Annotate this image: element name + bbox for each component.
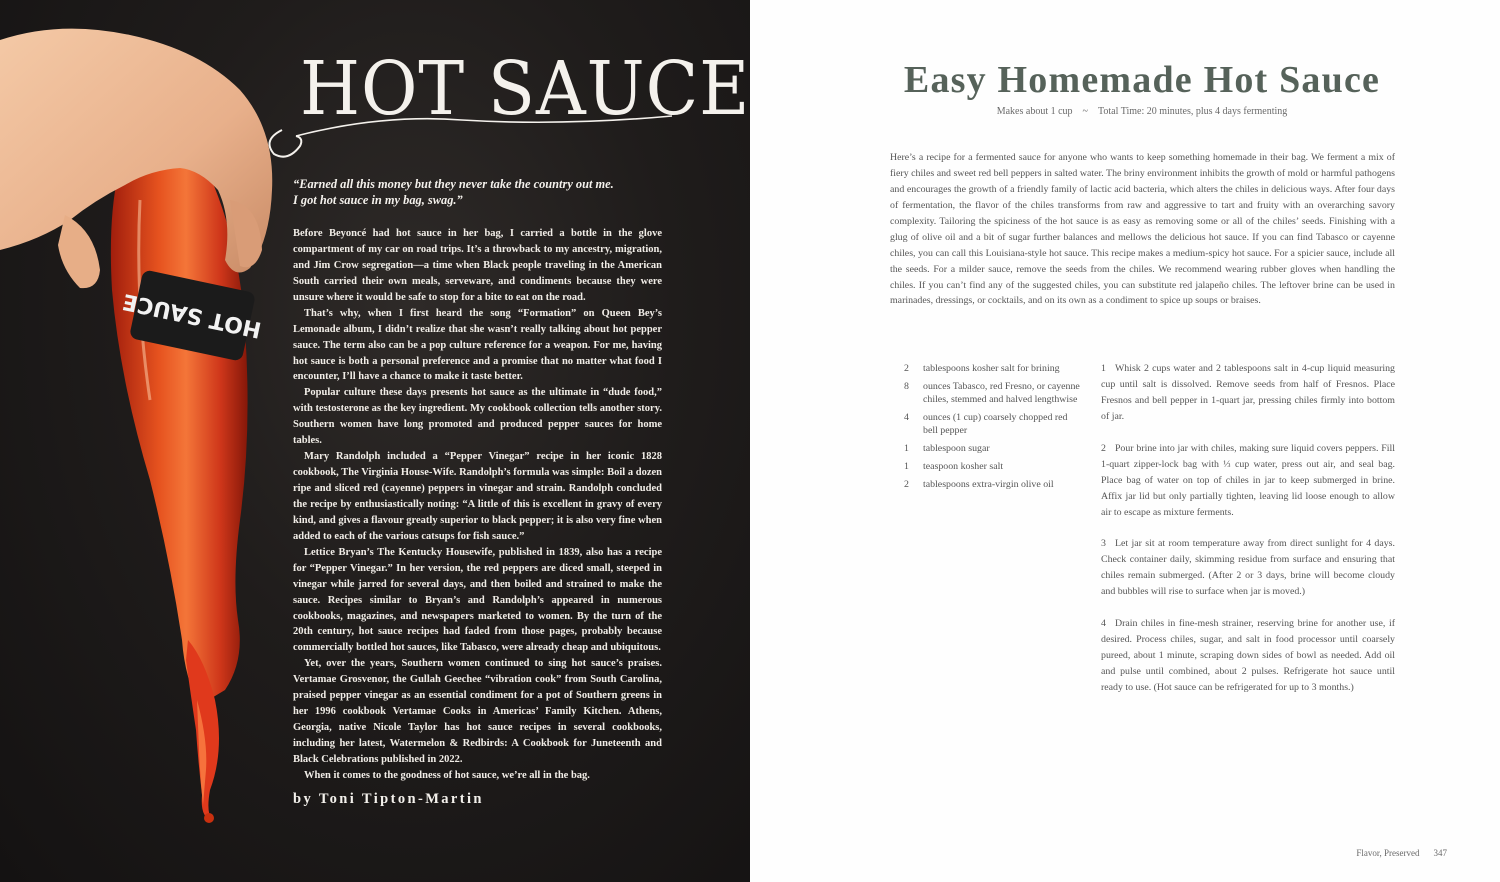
ingredient-quantity: 4 xyxy=(904,411,909,423)
ingredient-quantity: 1 xyxy=(904,442,909,454)
right-page xyxy=(750,0,1500,882)
method-step xyxy=(1101,536,1395,600)
step-number: 4 xyxy=(1101,618,1106,630)
ingredient-quantity: 2 xyxy=(904,363,909,374)
ingredient-text: teaspoon kosher salt xyxy=(923,460,1004,472)
feature-title: HOT SAUCE xyxy=(300,46,750,132)
recipe-meta xyxy=(750,106,1500,117)
ingredient-list xyxy=(904,362,1084,495)
essay-paragraph: When it comes to the goodness of hot sauce, we’re all in the bag. xyxy=(304,769,590,781)
epigraph-line: I got hot sauce in my bag, swag.” xyxy=(293,193,463,207)
bottle-label-text: HOT SAUCE xyxy=(120,288,264,342)
essay-paragraph: Lettice Bryan’s The Kentucky Housewife, published in 1839, also has a recipe for “Pepper Vinegar.” In her version, the red peppers are diced small, steeped in vinegar while jarred for several days, and then boiled and strained to make the sauce. Recipes similar to Bryan’s and Randolph’s appeared in numerous cookbooks, magazines, and newspapers marketed to women. By the turn of the 20th century, hot sauce recipes had faded from those pages, probably because commercially bottled hot sauces, like Tabasco, were already cheap and ubiquitous. xyxy=(293,546,662,654)
ingredient-item xyxy=(904,460,1084,473)
ingredient-text: tablespoons kosher salt for brining xyxy=(923,363,1060,374)
step-text: Whisk 2 cups water and 2 tablespoons salt in 4-cup liquid measuring cup until salt is dissolved. Remove seeds from half of Fresnos. Place Fresnos and bell pepper in 1-quart jar, pressing chiles firmly into bottom of jar. xyxy=(1101,363,1395,422)
ingredient-text: tablespoons extra-virgin olive oil xyxy=(923,478,1054,490)
method-step xyxy=(1101,361,1395,425)
ingredient-item xyxy=(904,478,1084,491)
essay-paragraph: Before Beyoncé had hot sauce in her bag, I carried a bottle in the glove compartment of my car on road trips. It’s a throwback to my ancestry, migration, and Jim Crow segregation—a time when Black people traveling in the American South carried their own meals, serveware, and condiments because they were unsure where it would be safe to stop for a bite to eat on the road. xyxy=(293,228,662,303)
essay-paragraph: Mary Randolph included a “Pepper Vinegar” recipe in her iconic 1828 cookbook, The Virginia House-Wife. Randolph’s formula was simple: Boil a dozen ripe and sliced red (cayenne) peppers in vinegar and strain. Randolph concluded the recipe by enthusiastically noting: “A little of this is excellent in gravy of every kind, and gives a flavour greatly superior to black pepper; it is also very fine when added to each of the various catsups for fish sauce.” xyxy=(293,451,662,542)
ingredient-text: ounces (1 cup) coarsely chopped red bell pepper xyxy=(923,411,1068,437)
step-number: 3 xyxy=(1101,538,1106,550)
step-text: Let jar sit at room temperature away from direct sunlight for 4 days. Check container daily, skimming residue from surface and ensuring that chiles remain submerged. (After 2 or 3 days, brine will become cloudy and bubbles will rise to surface when jar is moved.) xyxy=(1101,538,1395,598)
ingredient-item xyxy=(904,442,1084,455)
title-flourish xyxy=(262,110,682,166)
recipe-intro: Here’s a recipe for a fermented sauce for anyone who wants to keep something homemade in their bag. We ferment a mix of fiery chiles and sweet red bell peppers in salted water. The briny environment inhibits the growth of mold or harmful pathogens and encourages the growth of a friendly family of lactic acid bacteria, which alters the chiles in delicious ways. After four days of fermentation, the flavor of the chiles transforms from raw and aggressive to tart and fruity with an overarching savory complexity. Tailoring the spiciness of the hot sauce is as easy as removing some or all of the chiles’ seeds. Finishing with a glug of olive oil and a bit of sugar further balances and mellows the delicious hot sauce. If you can find Tabasco or cayenne chiles, you can call this Louisiana-style hot sauce. This recipe makes a medium-spicy hot sauce. For a spicier sauce, include all the seeds. For a milder sauce, remove the seeds from the chiles. We recommend wearing rubber gloves when handling the chiles. If you can’t find any of the suggested chiles, you can substitute red jalapeño chiles. The leftover brine can be used in marinades, dressings, or cocktails, and on its own as a condiment to spice up soups or braises. xyxy=(890,152,1395,307)
essay-paragraph: That’s why, when I first heard the song “Formation” on Queen Bey’s Lemonade album, I didn’t realize that she wasn’t really talking about hot pepper sauce. The term also can be a pop culture reference for a weapon. For me, having hot sauce is both a personal preference and a promise that no matter what food I encounter, I’ll have a chance to make it taste better. xyxy=(293,307,662,383)
method-step xyxy=(1101,616,1395,696)
recipe-yield: Makes about 1 cup xyxy=(996,106,1073,117)
running-footer-section: Flavor, Preserved xyxy=(1356,848,1420,858)
ingredient-text: tablespoon sugar xyxy=(923,442,990,454)
ingredient-quantity: 1 xyxy=(904,460,909,472)
step-number: 2 xyxy=(1101,442,1106,454)
method-steps xyxy=(1101,361,1395,712)
ingredient-quantity: 8 xyxy=(904,380,909,392)
page-footer xyxy=(1356,848,1447,858)
recipe-total-time: Total Time: 20 minutes, plus 4 days fermenting xyxy=(1097,106,1288,117)
author-byline: by Toni Tipton-Martin xyxy=(293,791,484,807)
recipe-title: Easy Homemade Hot Sauce xyxy=(903,59,1381,101)
step-number: 1 xyxy=(1101,363,1106,374)
method-step xyxy=(1101,441,1395,521)
epigraph xyxy=(293,176,663,208)
ingredient-quantity: 2 xyxy=(904,478,909,490)
hot-sauce-bottle-photo xyxy=(0,0,300,882)
essay-paragraph: Popular culture these days presents hot sauce as the ultimate in “dude food,” with testosterone as the key ingredient. My cookbook collection tells another story. Southern women have long promoted and produced pepper sauces for home tables. xyxy=(293,387,662,447)
ingredient-item xyxy=(904,380,1084,407)
essay-body xyxy=(293,226,662,784)
essay-paragraph: Yet, over the years, Southern women continued to sing hot sauce’s praises. Vertamae Grosvenor, the Gullah Geechee “vibration cook” from South Carolina, praised pepper vinegar as an essential condiment for a pot of Southern greens in her 1996 cookbook Vertamae Cooks in Americas’ Family Kitchen. Athens, Georgia, native Nicole Taylor has hot sauce recipes in several cookbooks, including her latest, Watermelon & Redbirds: A Cookbook for Juneteenth and Black Celebrations published in 2022. xyxy=(293,658,662,765)
step-text: Pour brine into jar with chiles, making sure liquid covers peppers. Fill 1-quart zipper-lock bag with ⅓ cup water, press out air, and seal bag. Place bag of water on top of chiles in jar to keep submerged in brine. Affix jar lid but only partially tighten, leaving lid loose enough to allow air to escape as mixture ferments. xyxy=(1101,442,1395,518)
epigraph-line: “Earned all this money but they never take the country out me. xyxy=(293,177,614,191)
ingredient-text: ounces Tabasco, red Fresno, or cayenne chiles, stemmed and halved lengthwise xyxy=(923,380,1080,406)
meta-separator: ~ xyxy=(1082,106,1088,117)
ingredient-item xyxy=(904,411,1084,438)
step-text: Drain chiles in fine-mesh strainer, reserving brine for another use, if desired. Process chiles, sugar, and salt in food processor until coarsely pureed, about 1 minute, scraping down sides of bowl as needed. Add oil and pulse until combined, about 2 pulses. Refrigerate hot sauce until ready to use. (Hot sauce can be refrigerated for up to 3 months.) xyxy=(1101,618,1395,693)
ingredient-item xyxy=(904,362,1084,375)
page-number: 347 xyxy=(1433,848,1447,858)
